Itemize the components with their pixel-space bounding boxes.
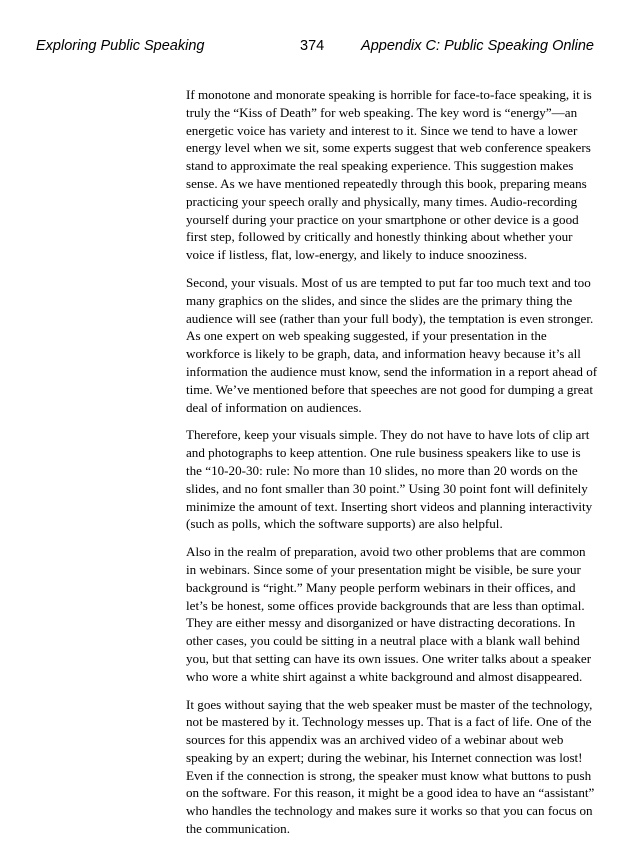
book-title: Exploring Public Speaking <box>36 38 205 54</box>
body-text <box>186 86 598 848</box>
paragraph: It goes without saying that the web speaker must be master of the technology, not be mastered by it. Technology messes up. That is a fact of life. One of the sources for this appendix was an archived video of a webinar about web speaking by an expert; during the webinar, his Internet connection was lost! Even if the connection is strong, the speaker must know what buttons to push on the software. For this reason, it might be a good idea to have an “assistant” who handles the technology and makes sure it works so that you can focus on the communication. <box>186 696 595 837</box>
running-header <box>36 36 594 56</box>
paragraph: Also in the realm of preparation, avoid two other problems that are common in webinars. Since some of your presentation might be visible, be sure your background is “right.” Many people perform webinars in their offices, and let’s be honest, some offices provide backgrounds that are less than optimal. They are either messy and disorganized or have distracting decorations. In other cases, you could be sitting in a neutral place with a blank wall behind you, but that setting can have its own issues. One writer talks about a speaker who wore a white shirt against a white background and almost disappeared. <box>186 544 592 684</box>
paragraph: If monotone and monorate speaking is horrible for face-to-face speaking, it is truly the “Kiss of Death” for web speaking. The key word is “energy”—an energetic voice has variety and interest to it. Since we tend to have a lower energy level when we sit, some experts suggest that web conference speakers stand to approximate the real speaking experience. This suggestion makes sense. As we have mentioned repeatedly through this book, preparing means practicing your speech orally and physically, many times. Audio-recording yourself during your practice on your smartphone or other device is a good first step, followed by critically and honestly thinking about whether your voice if listless, flat, low-energy, and likely to induce snooziness. <box>186 87 592 263</box>
paragraph: Second, your visuals. Most of us are tempted to put far too much text and too many graphics on the slides, and since the slides are the primary thing the audience will see (rather than your full body), the temptation is even stronger. As one expert on web speaking suggested, if your presentation in the workforce is likely to be graph, data, and information heavy because it’s all information the audience must know, send the information in a report ahead of time. We’ve mentioned before that speeches are not good for dumping a great deal of information on audiences. <box>186 274 598 415</box>
paragraph: Therefore, keep your visuals simple. They do not have to have lots of clip art and photographs to keep attention. One rule business speakers like to use is the “10-20-30: rule: No more than 10 slides, no more than 20 words on the slides, and no font smaller than 30 point.” Using 30 point font will definitely minimize the amount of text. Inserting short videos and planning interactivity (such as polls, which the software supports) are also helpful. <box>186 427 593 532</box>
section-title: Appendix C: Public Speaking Online <box>361 38 594 54</box>
page-number: 374 <box>300 38 325 54</box>
